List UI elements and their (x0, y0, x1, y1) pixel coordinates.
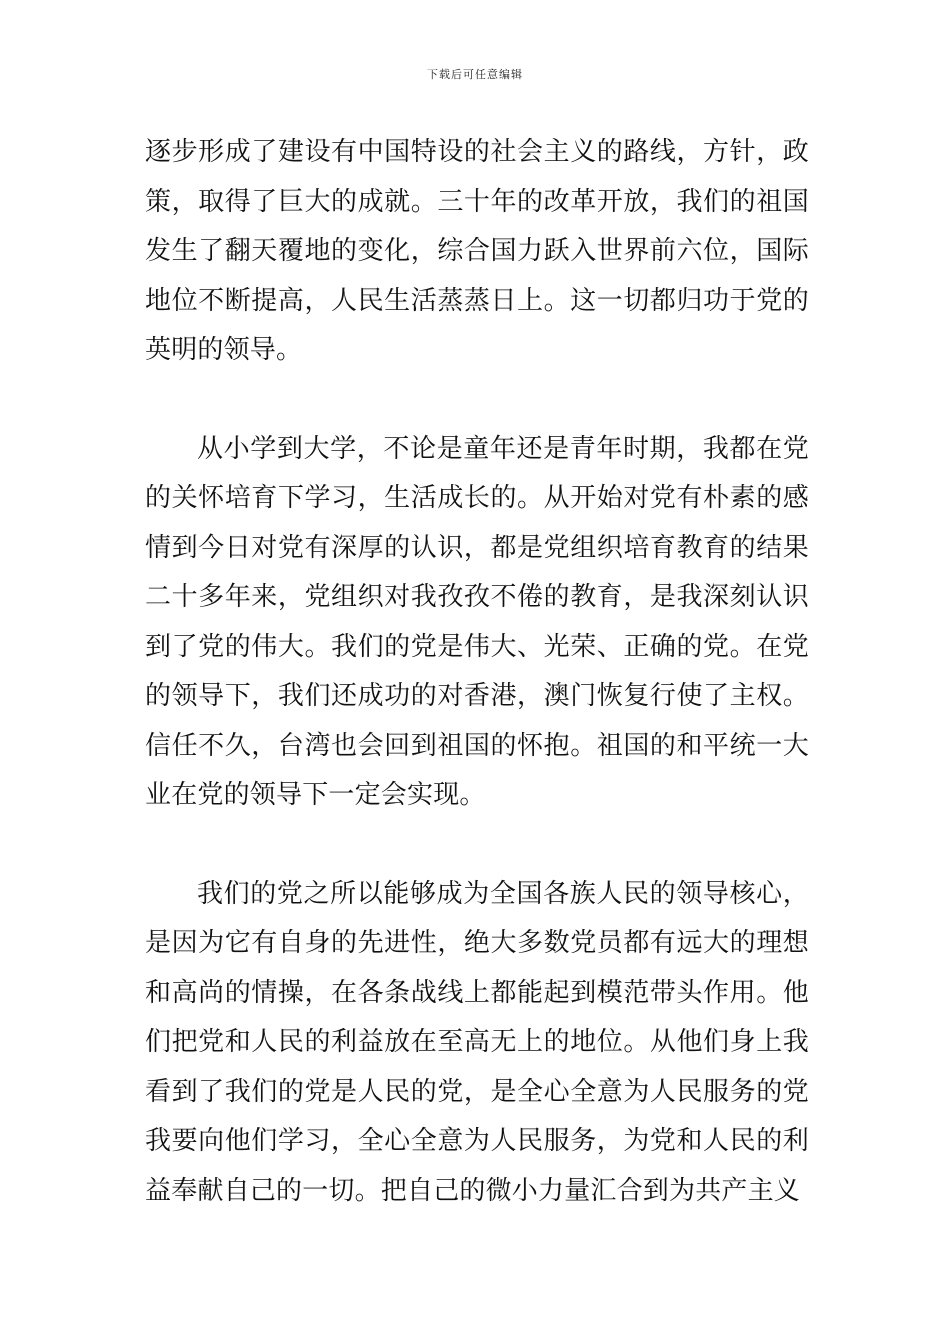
paragraph-3: 我们的党之所以能够成为全国各族人民的领导核心，是因为它有自身的先进性，绝大多数党员都有远大的理想和高尚的情操，在各条战线上都能起到模范带头作用。他们把党和人民的利益放在至高无上的地位。从他们身上我看到了我们的党是人民的党，是全心全意为人民服务的党我要向他们学习，全心全意为人民服务，为党和人民的利益奉献自己的一切。把自己的微小力量汇合到为共产主义 (145, 878, 809, 1206)
paragraph-1: 逐步形成了建设有中国特设的社会主义的路线，方针，政策，取得了巨大的成就。三十年的改革开放，我们的祖国发生了翻天覆地的变化，综合国力跃入世界前六位，国际地位不断提高，人民生活蒸蒸日上。这一切都归功于党的英明的领导。 (145, 137, 809, 365)
paragraph-2: 从小学到大学，不论是童年还是青年时期，我都在党的关怀培育下学习，生活成长的。从开始对党有朴素的感情到今日对党有深厚的认识，都是党组织培育教育的结果二十多年来，党组织对我孜孜不倦的教育，是我深刻认识到了党的伟大。我们的党是伟大、光荣、正确的党。在党的领导下，我们还成功的对香港，澳门恢复行使了主权。信任不久，台湾也会回到祖国的怀抱。祖国的和平统一大业在党的领导下一定会实现。 (145, 433, 809, 810)
page-header: 下载后可任意编辑 (427, 68, 523, 81)
document-body (145, 128, 809, 1216)
